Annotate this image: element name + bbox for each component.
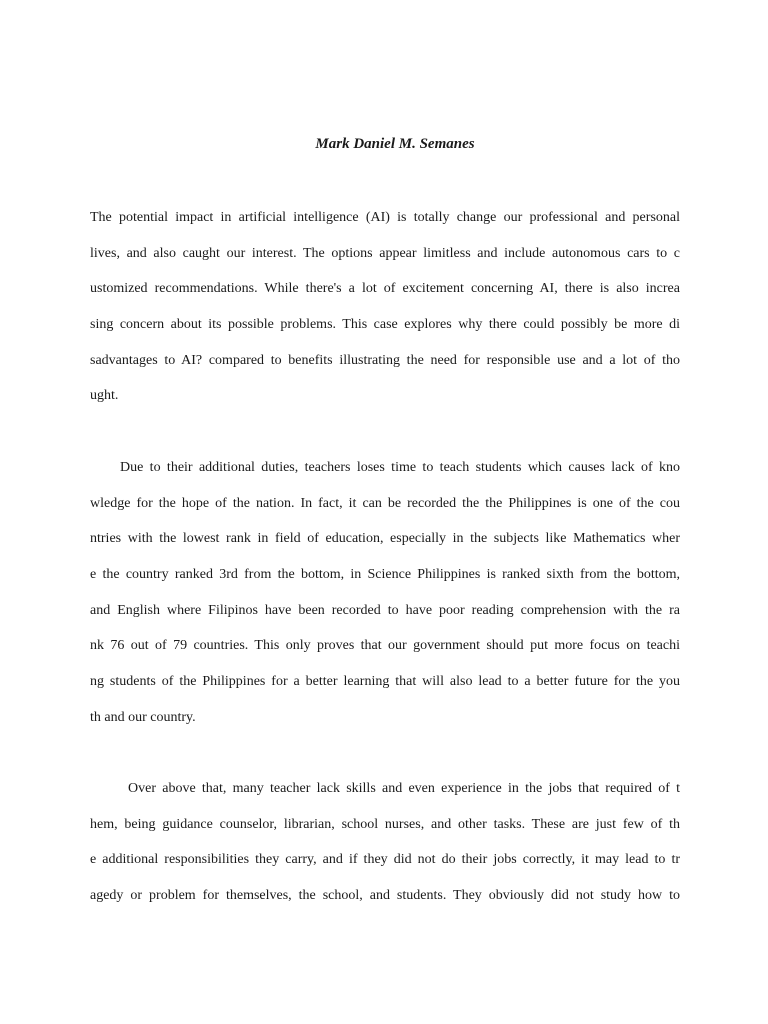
text-line: and English where Filipinos have been recorded to have poor reading comprehension with the ra	[90, 602, 680, 618]
paragraph-2	[90, 458, 680, 744]
text-line: sing concern about its possible problems. This case explores why there could possibly be more di	[90, 317, 680, 333]
text-line: th and our country.	[90, 709, 196, 725]
text-line: ustomized recommendations. While there's a lot of excitement concerning AI, there is also increa	[90, 281, 680, 297]
text-line: The potential impact in artificial intelligence (AI) is totally change our professional and personal	[90, 210, 680, 225]
text-line: hem, being guidance counselor, librarian, school nurses, and other tasks. These are just few of th	[90, 816, 680, 832]
author-title: Mark Daniel M. Semanes	[315, 136, 475, 152]
paragraph-1	[90, 208, 680, 422]
text-line: e additional responsibilities they carry, and if they did not do their jobs correctly, it may lead to tr	[90, 852, 680, 868]
paragraph-3	[90, 779, 680, 922]
text-line: nk 76 out of 79 countries. This only proves that our government should put more focus on teachi	[90, 638, 680, 654]
text-line: ntries with the lowest rank in field of education, especially in the subjects like Mathematics wher	[90, 531, 680, 547]
text-line: agedy or problem for themselves, the school, and students. They obviously did not study how to	[90, 888, 680, 904]
text-line: sadvantages to AI? compared to benefits illustrating the need for responsible use and a lot of tho	[90, 352, 680, 368]
text-line: lives, and also caught our interest. The options appear limitless and include autonomous cars to c	[90, 245, 680, 261]
text-line: ught.	[90, 388, 119, 404]
text-line: e the country ranked 3rd from the bottom, in Science Philippines is ranked sixth from the bottom,	[90, 567, 680, 583]
text-line: ng students of the Philippines for a better learning that will also lead to a better future for the you	[90, 674, 680, 690]
text-line: Over above that, many teacher lack skills and even experience in the jobs that required of t	[128, 781, 680, 796]
text-line: wledge for the hope of the nation. In fact, it can be recorded the the Philippines is one of the cou	[90, 495, 680, 511]
text-line: Due to their additional duties, teachers loses time to teach students which causes lack of kno	[120, 460, 680, 475]
